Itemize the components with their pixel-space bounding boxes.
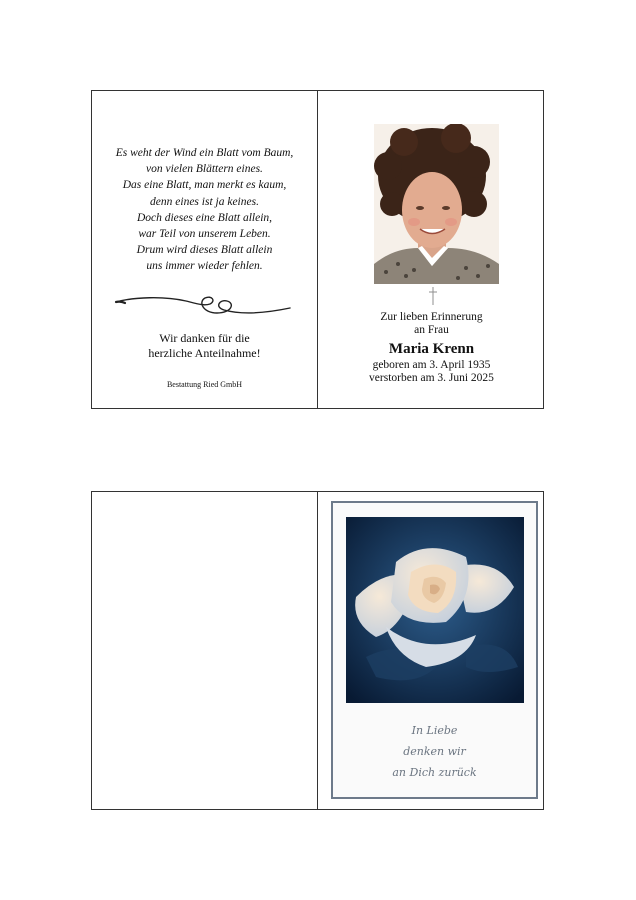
memorial-line: an Frau bbox=[414, 323, 449, 336]
poem bbox=[92, 145, 317, 275]
poem-line: Drum wird dieses Blatt allein bbox=[136, 244, 273, 257]
thanks-line: Wir danken für die bbox=[159, 331, 250, 345]
rose-caption bbox=[333, 720, 536, 783]
memorial-card-front bbox=[91, 90, 544, 409]
portrait-photo bbox=[374, 124, 499, 284]
poem-line: Es weht der Wind ein Blatt vom Baum, bbox=[115, 147, 294, 159]
poem-line: von vielen Blättern eines. bbox=[146, 163, 263, 176]
poem-line: denn eines ist ja keines. bbox=[150, 195, 259, 208]
thanks-text bbox=[92, 331, 317, 361]
cross-icon bbox=[428, 287, 438, 305]
poem-line: uns immer wieder fehlen. bbox=[146, 260, 263, 273]
rose-caption-line: an Dich zurück bbox=[392, 766, 477, 779]
memorial-text bbox=[318, 311, 545, 384]
poem-line: war Teil von unserem Leben. bbox=[138, 228, 271, 241]
memorial-line: Zur lieben Erinnerung bbox=[380, 311, 483, 323]
fold-divider bbox=[317, 492, 318, 809]
thanks-line: herzliche Anteilnahme! bbox=[148, 346, 261, 360]
white-rose-photo bbox=[346, 517, 524, 703]
poem-line: Doch dieses eine Blatt allein, bbox=[136, 211, 273, 224]
swirl-ornament-icon bbox=[114, 293, 292, 317]
rose-caption-line: In Liebe bbox=[411, 724, 458, 737]
rose-picture-frame bbox=[331, 501, 538, 799]
poem-line: Das eine Blatt, man merkt es kaum, bbox=[122, 179, 287, 192]
birth-date: geboren am 3. April 1935 bbox=[372, 359, 491, 371]
rose-caption-line: denken wir bbox=[403, 745, 466, 758]
memorial-card-back bbox=[91, 491, 544, 810]
death-date: verstorben am 3. Juni 2025 bbox=[369, 371, 494, 384]
deceased-name: Maria Krenn bbox=[388, 341, 475, 357]
undertaker-name: Bestattung Ried GmbH bbox=[166, 380, 243, 389]
